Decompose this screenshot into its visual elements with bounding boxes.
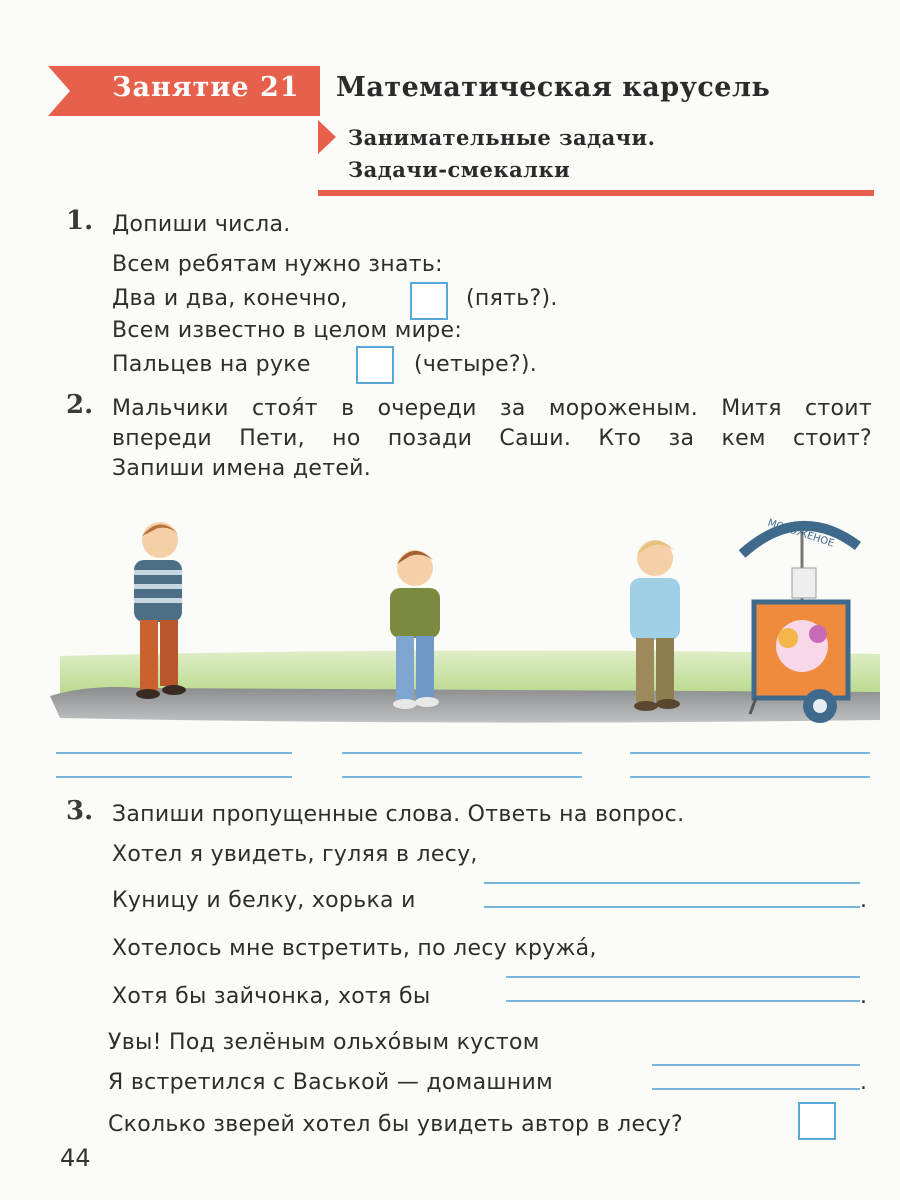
task-1-instruction: Допиши числа. <box>112 212 291 237</box>
task-1-line: Пальцев на руке <box>112 352 311 377</box>
answer-box-1[interactable] <box>410 282 448 320</box>
answer-line[interactable] <box>484 906 860 908</box>
page-title: Математическая карусель <box>336 72 771 103</box>
answer-line[interactable] <box>56 776 292 778</box>
task-1-line: (четыре?). <box>414 352 538 377</box>
answer-box-2[interactable] <box>356 346 394 384</box>
ice-cream-cart <box>742 526 858 723</box>
answer-line[interactable] <box>630 752 870 754</box>
task-3-number: 3. <box>66 796 94 826</box>
poem-line: Я встретился с Васькой — домашним <box>108 1070 553 1095</box>
answer-line[interactable] <box>630 776 870 778</box>
answer-line[interactable] <box>652 1064 860 1066</box>
task-3-instruction: Запиши пропущенные слова. Ответь на вопрос. <box>112 802 685 827</box>
sentence-dot: . <box>860 1070 868 1095</box>
poem-line: Хотя бы зайчонка, хотя бы <box>112 984 431 1009</box>
queue-illustration <box>50 506 880 736</box>
cart-sign: МОРОЖЕНОЕ <box>766 517 836 550</box>
task-1-line: Всем известно в целом мире: <box>112 318 463 343</box>
task-1-number: 1. <box>66 206 94 236</box>
task-2-line: Мальчики стоя́т в очереди за мороженым. Митя стоит <box>112 396 872 421</box>
answer-box-3[interactable] <box>798 1102 836 1140</box>
task-1-line: Всем ребятам нужно знать: <box>112 252 443 277</box>
subtitle-line-1: Занимательные задачи. <box>348 125 656 150</box>
answer-line[interactable] <box>342 776 582 778</box>
page-number: 44 <box>60 1144 91 1172</box>
subtitle-line-2: Задачи-смекалки <box>348 157 571 182</box>
subtitle-marker-icon <box>318 120 336 154</box>
answer-line[interactable] <box>506 976 860 978</box>
poem-line: Хотелось мне встретить, по лесу кружа́, <box>112 936 597 961</box>
answer-line[interactable] <box>56 752 292 754</box>
answer-line[interactable] <box>484 882 860 884</box>
task-2-number: 2. <box>66 390 94 420</box>
answer-line[interactable] <box>506 1000 860 1002</box>
final-question: Сколько зверей хотел бы увидеть автор в лесу? <box>108 1112 684 1137</box>
answer-line[interactable] <box>652 1088 860 1090</box>
sentence-dot: . <box>860 984 868 1009</box>
poem-line: Хотел я увидеть, гуляя в лесу, <box>112 842 478 867</box>
sentence-dot: . <box>860 888 868 913</box>
task-2-line: впереди Пети, но позади Саши. Кто за кем стоит? <box>112 426 872 451</box>
task-1-line: Два и два, конечно, <box>112 286 348 311</box>
poem-line: Куницу и белку, хорька и <box>112 888 416 913</box>
task-2-line: Запиши имена детей. <box>112 456 372 481</box>
answer-line[interactable] <box>342 752 582 754</box>
subtitle <box>348 122 655 186</box>
title-rule <box>318 190 874 196</box>
task-1-line: (пять?). <box>466 286 558 311</box>
lesson-label: Занятие 21 <box>112 72 300 103</box>
poem-line: Увы! Под зелёным ольхо́вым кустом <box>108 1030 540 1055</box>
